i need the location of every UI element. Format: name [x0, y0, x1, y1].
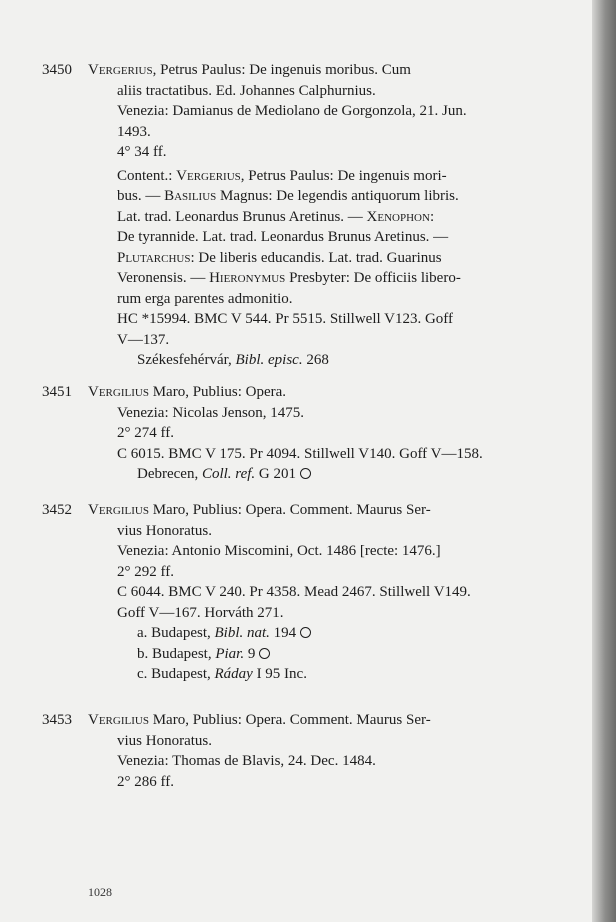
- entry-line: Vergilius Maro, Publius: Opera. Comment. Maurus Ser-: [88, 502, 431, 518]
- references-line: HC *15994. BMC V 544. Pr 5515. Stillwell V123. Goff: [117, 311, 454, 327]
- catalog-entry-3451: [42, 382, 600, 485]
- entry-line: 2° 292 ff.: [117, 563, 174, 580]
- contents-line: rum erga parentes admonitio.: [117, 290, 293, 307]
- references-line: V—137.: [117, 331, 170, 348]
- entry-number: 3452: [42, 502, 72, 518]
- circle-mark-icon: [300, 468, 311, 479]
- entry-line: Vergilius Maro, Publius: Opera.: [88, 384, 287, 400]
- holding-line: a. Budapest, Bibl. nat. 194: [88, 623, 600, 644]
- contents-line: De tyrannide. Lat. trad. Leonardus Brunus Aretinus. —: [117, 229, 449, 245]
- entry-number: 3450: [42, 62, 72, 78]
- entry-line: aliis tractatibus. Ed. Johannes Calphurnius.: [117, 82, 376, 99]
- references-line: Goff V—167. Horváth 271.: [117, 604, 284, 621]
- entry-line: 1493.: [117, 123, 151, 140]
- contents-line: Plutarchus: De liberis educandis. Lat. trad. Guarinus: [117, 249, 442, 266]
- entry-line: Vergilius Maro, Publius: Opera. Comment. Maurus Ser-: [88, 712, 431, 728]
- holding-line: c. Budapest, Ráday I 95 Inc.: [137, 666, 307, 682]
- catalog-entry-3450: [42, 60, 600, 371]
- holding-line: Székesfehérvár, Bibl. episc. 268: [137, 352, 329, 368]
- circle-mark-icon: [300, 627, 311, 638]
- contents-line: Content.: Vergerius, Petrus Paulus: De ingenuis mori-: [117, 167, 447, 184]
- entry-line: vius Honoratus.: [117, 732, 212, 749]
- circle-mark-icon: [259, 648, 270, 659]
- catalog-entry-3453: [42, 710, 600, 792]
- references-line: C 6015. BMC V 175. Pr 4094. Stillwell V140. Goff V—158.: [117, 445, 483, 462]
- contents-line: Veronensis. — Hieronymus Presbyter: De officiis libero-: [117, 270, 461, 286]
- contents-line: Lat. trad. Leonardus Brunus Aretinus. — Xenophon:: [117, 208, 435, 225]
- entry-line: Vergerius, Petrus Paulus: De ingenuis moribus. Cum: [88, 62, 411, 78]
- holding-line: Debrecen, Coll. ref. G 201: [88, 464, 600, 485]
- catalog-entry-3452: [42, 500, 600, 685]
- references-line: C 6044. BMC V 240. Pr 4358. Mead 2467. Stillwell V149.: [117, 584, 471, 600]
- entry-line: 4° 34 ff.: [117, 144, 167, 160]
- entry-line: Venezia: Nicolas Jenson, 1475.: [117, 404, 305, 421]
- entry-number: 3453: [42, 712, 72, 728]
- entry-line: Venezia: Damianus de Mediolano de Gorgonzola, 21. Jun.: [117, 103, 467, 119]
- entry-number: 3451: [42, 384, 72, 400]
- contents-line: bus. — Basilius Magnus: De legendis antiquorum libris.: [117, 188, 459, 204]
- entry-line: vius Honoratus.: [117, 522, 212, 539]
- page-number: 1028: [88, 885, 112, 899]
- holding-line: b. Budapest, Piar. 9: [88, 644, 600, 665]
- entry-line: 2° 274 ff.: [117, 425, 174, 441]
- entry-line: Venezia: Thomas de Blavis, 24. Dec. 1484.: [117, 753, 376, 769]
- entry-line: Venezia: Antonio Miscomini, Oct. 1486 [recte: 1476.]: [117, 543, 441, 559]
- entry-line: 2° 286 ff.: [117, 773, 174, 790]
